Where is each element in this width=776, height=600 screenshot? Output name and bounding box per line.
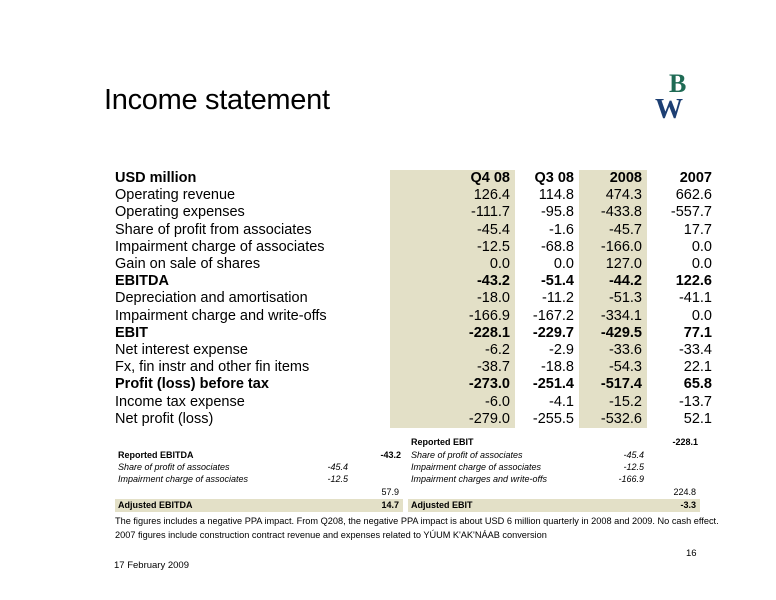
footer-date: 17 February 2009 <box>114 560 189 571</box>
column-header-label: USD million <box>115 170 197 186</box>
row-label: Operating revenue <box>115 187 236 204</box>
row-value: 0.0 <box>691 307 712 324</box>
row-value: -255.5 <box>532 410 574 427</box>
row-label: Operating expenses <box>115 204 245 221</box>
row-value: -228.1 <box>390 325 515 342</box>
row-value: -51.3 <box>579 290 647 307</box>
row-label: EBITDA <box>115 273 169 290</box>
table-row <box>112 325 717 342</box>
ebit-header-value: -228.1 <box>672 437 698 447</box>
table-header-row <box>112 170 717 187</box>
row-label: Depreciation and amortisation <box>115 290 308 307</box>
table-row <box>112 411 717 428</box>
table-row <box>112 308 717 325</box>
svg-text:B: B <box>669 69 687 98</box>
footnote: 2007 figures include construction contract revenue and expenses related to YÚUM K'AK'NÁAB conversion <box>115 530 547 540</box>
row-value: 22.1 <box>683 359 712 376</box>
row-label: EBIT <box>115 324 149 341</box>
row-value: -33.4 <box>678 342 712 359</box>
row-value: -43.2 <box>390 273 515 290</box>
row-value: 126.4 <box>390 187 515 204</box>
footnote: The figures includes a negative PPA impact. From Q208, the negative PPA impact is about USD 6 million quarterly in 2008 and 2009. No cash effect. <box>115 516 719 526</box>
ebitda-adjusted-value: 14.7 <box>381 500 399 510</box>
row-value: -251.4 <box>532 376 574 393</box>
row-value: -45.4 <box>390 222 515 239</box>
ebitda-reconciliation <box>115 449 403 513</box>
row-value: 114.8 <box>538 187 574 204</box>
page-title: Income statement <box>104 84 330 116</box>
row-label: Impairment charge and write-offs <box>115 307 327 324</box>
row-value: 0.0 <box>691 238 712 255</box>
row-value: -18.8 <box>540 359 574 376</box>
row-value: 122.6 <box>675 273 712 290</box>
ebitda-item-value: -12.5 <box>327 474 348 484</box>
table-row <box>112 376 717 393</box>
row-value: -44.2 <box>579 273 647 290</box>
row-value: -18.0 <box>390 290 515 307</box>
ebit-item-label: Impairment charge of associates <box>411 462 542 472</box>
ebitda-adjusted-label: Adjusted EBITDA <box>118 500 193 510</box>
ebit-header-label: Reported EBIT <box>411 437 474 447</box>
row-value: -41.1 <box>678 290 712 307</box>
row-value: 77.1 <box>683 324 712 341</box>
ebitda-item-label: Impairment charge of associates <box>118 474 249 484</box>
ebitda-header-value: -43.2 <box>380 450 401 460</box>
row-value: -167.2 <box>532 307 574 324</box>
row-value: -95.8 <box>540 204 574 221</box>
row-value: 0.0 <box>553 256 574 273</box>
row-value: -532.6 <box>579 411 647 428</box>
row-value: 474.3 <box>579 187 647 204</box>
column-header: Q3 08 <box>534 170 574 186</box>
row-value: 0.0 <box>390 256 515 273</box>
ebit-item-value: -12.5 <box>623 462 644 472</box>
ebit-item-label: Impairment charges and write-offs <box>411 474 548 484</box>
row-label: Gain on sale of shares <box>115 256 261 273</box>
column-header: 2007 <box>679 170 712 186</box>
row-label: Fx, fin instr and other fin items <box>115 359 310 376</box>
row-label: Profit (loss) before tax <box>115 376 269 393</box>
row-value: -557.7 <box>670 204 712 221</box>
row-value: -45.7 <box>579 222 647 239</box>
row-value: 662.6 <box>675 187 712 204</box>
table-row <box>112 222 717 239</box>
row-value: -429.5 <box>579 325 647 342</box>
table-row <box>112 256 717 273</box>
income-statement-table <box>112 170 717 428</box>
row-value: -51.4 <box>540 273 574 290</box>
row-value: 0.0 <box>691 256 712 273</box>
ebit-item-label: Share of profit of associates <box>411 450 523 460</box>
ebit-subtotal: 224.8 <box>673 487 696 497</box>
row-value: -229.7 <box>532 324 574 341</box>
ebit-item-value: -166.9 <box>618 474 644 484</box>
row-value: 52.1 <box>683 410 712 427</box>
row-value: -13.7 <box>678 393 712 410</box>
row-value: -517.4 <box>579 376 647 393</box>
table-row <box>112 394 717 411</box>
row-value: -15.2 <box>579 394 647 411</box>
row-value: -68.8 <box>540 238 574 255</box>
row-value: 65.8 <box>683 376 712 393</box>
table-row <box>112 342 717 359</box>
ebit-adjusted-value: -3.3 <box>680 500 696 510</box>
table-row <box>112 290 717 307</box>
ebit-item-value: -45.4 <box>623 450 644 460</box>
row-label: Impairment charge of associates <box>115 238 325 255</box>
svg-text:W: W <box>655 94 683 120</box>
ebitda-item-label: Share of profit of associates <box>118 462 230 472</box>
table-row <box>112 204 717 221</box>
row-value: -11.2 <box>542 290 574 307</box>
row-value: -4.1 <box>549 393 574 410</box>
row-value: -6.2 <box>390 342 515 359</box>
row-value: 17.7 <box>683 221 712 238</box>
table-row <box>112 359 717 376</box>
row-value: 127.0 <box>579 256 647 273</box>
row-value: -1.6 <box>549 221 574 238</box>
table-row <box>112 239 717 256</box>
row-label: Income tax expense <box>115 393 245 410</box>
row-value: -38.7 <box>390 359 515 376</box>
page-number: 16 <box>686 548 697 559</box>
row-value: -6.0 <box>390 394 515 411</box>
row-value: -334.1 <box>579 308 647 325</box>
row-value: -279.0 <box>390 411 515 428</box>
ebitda-item-value: -45.4 <box>327 462 348 472</box>
ebit-reconciliation <box>408 436 700 513</box>
table-row <box>112 187 717 204</box>
row-label: Net profit (loss) <box>115 410 214 427</box>
row-value: -166.0 <box>579 239 647 256</box>
row-label: Net interest expense <box>115 342 248 359</box>
row-label: Share of profit from associates <box>115 221 312 238</box>
row-value: -273.0 <box>390 376 515 393</box>
ebit-adjusted-label: Adjusted EBIT <box>411 500 473 510</box>
row-value: -111.7 <box>390 204 515 221</box>
row-value: -33.6 <box>579 342 647 359</box>
row-value: -54.3 <box>579 359 647 376</box>
table-row <box>112 273 717 290</box>
bw-logo-icon <box>655 68 707 120</box>
column-header: 2008 <box>579 170 647 187</box>
ebitda-header-label: Reported EBITDA <box>118 450 194 460</box>
row-value: -12.5 <box>390 239 515 256</box>
row-value: -433.8 <box>579 204 647 221</box>
column-header: Q4 08 <box>390 170 515 187</box>
row-value: -2.9 <box>549 342 574 359</box>
row-value: -166.9 <box>390 308 515 325</box>
ebitda-subtotal: 57.9 <box>381 487 399 497</box>
